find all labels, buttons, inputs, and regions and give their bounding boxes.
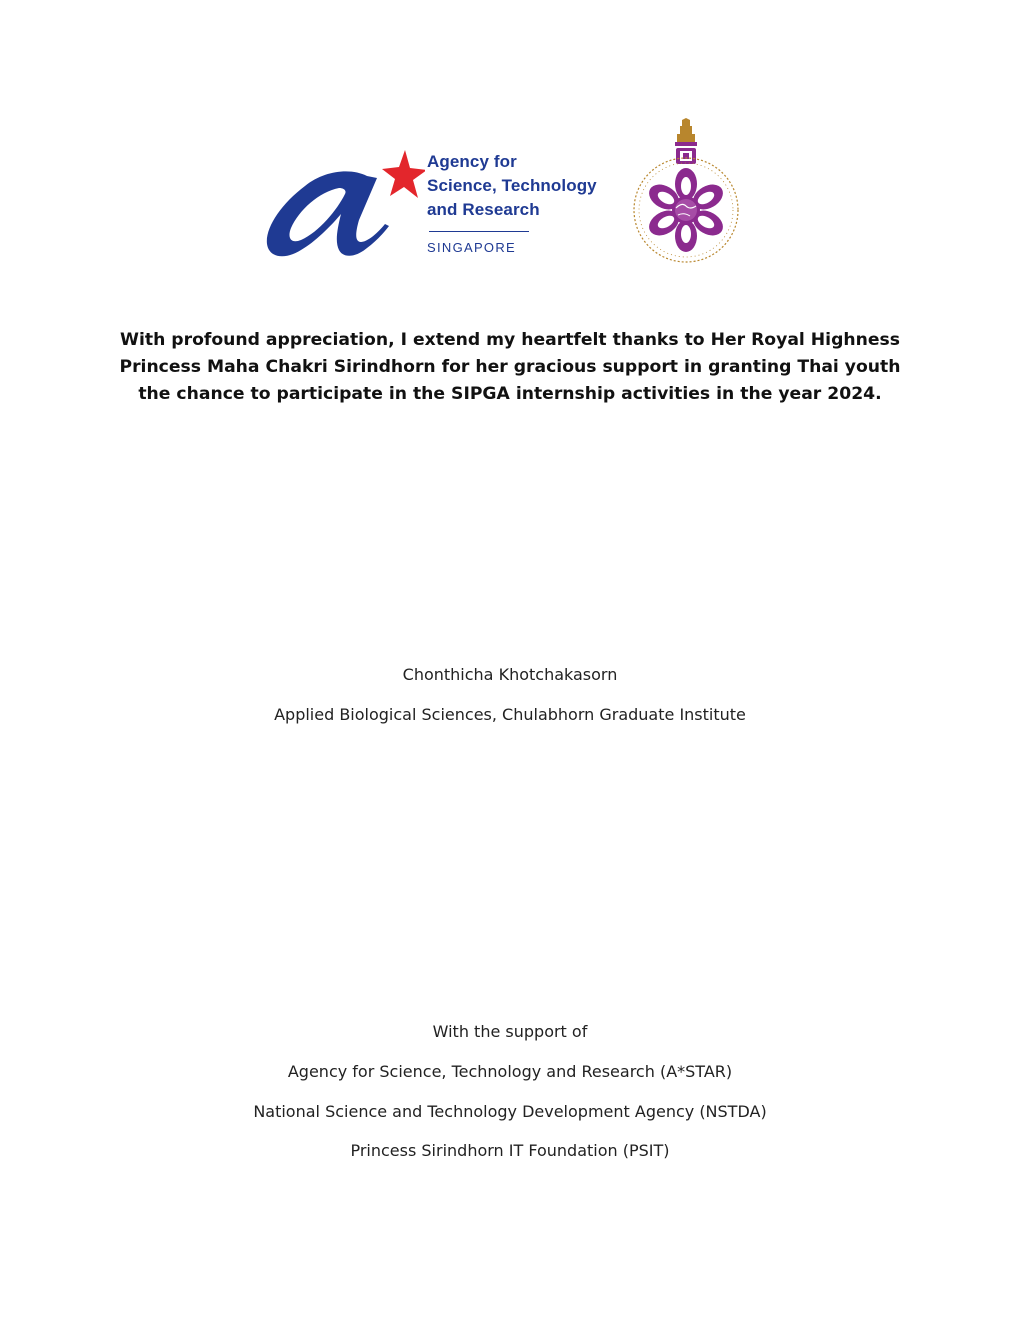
- support-organization-nstda: National Science and Technology Development Agency (NSTDA): [253, 1102, 767, 1121]
- astar-logo: [255, 136, 620, 261]
- astar-divider: [429, 231, 529, 232]
- psit-foundation-seal-icon: [620, 118, 752, 268]
- author-name: Chonthicha Khotchakasorn: [402, 665, 618, 684]
- dedication-line-2: Princess Maha Chakri Sirindhorn for her gracious support in granting Thai youth: [119, 357, 901, 377]
- astar-country: SINGAPORE: [427, 240, 516, 255]
- dedication-line-3: the chance to participate in the SIPGA internship activities in the year 2024.: [138, 384, 882, 404]
- astar-line-1: Agency for: [427, 152, 517, 171]
- support-organization-astar: Agency for Science, Technology and Research (A*STAR): [287, 1062, 733, 1081]
- astar-line-2: Science, Technology: [427, 176, 597, 195]
- astar-a-star-logo-icon: [255, 136, 425, 261]
- astar-wordmark: [427, 150, 622, 256]
- dedication-line-1: With profound appreciation, I extend my heartfelt thanks to Her Royal Highness: [120, 330, 900, 350]
- logo-row: [255, 118, 765, 268]
- support-heading: With the support of: [432, 1022, 588, 1041]
- astar-line-3: and Research: [427, 200, 540, 219]
- author-affiliation: Applied Biological Sciences, Chulabhorn Graduate Institute: [274, 705, 746, 724]
- dedication-paragraph: [110, 327, 910, 408]
- support-organization-psit: Princess Sirindhorn IT Foundation (PSIT): [350, 1141, 670, 1160]
